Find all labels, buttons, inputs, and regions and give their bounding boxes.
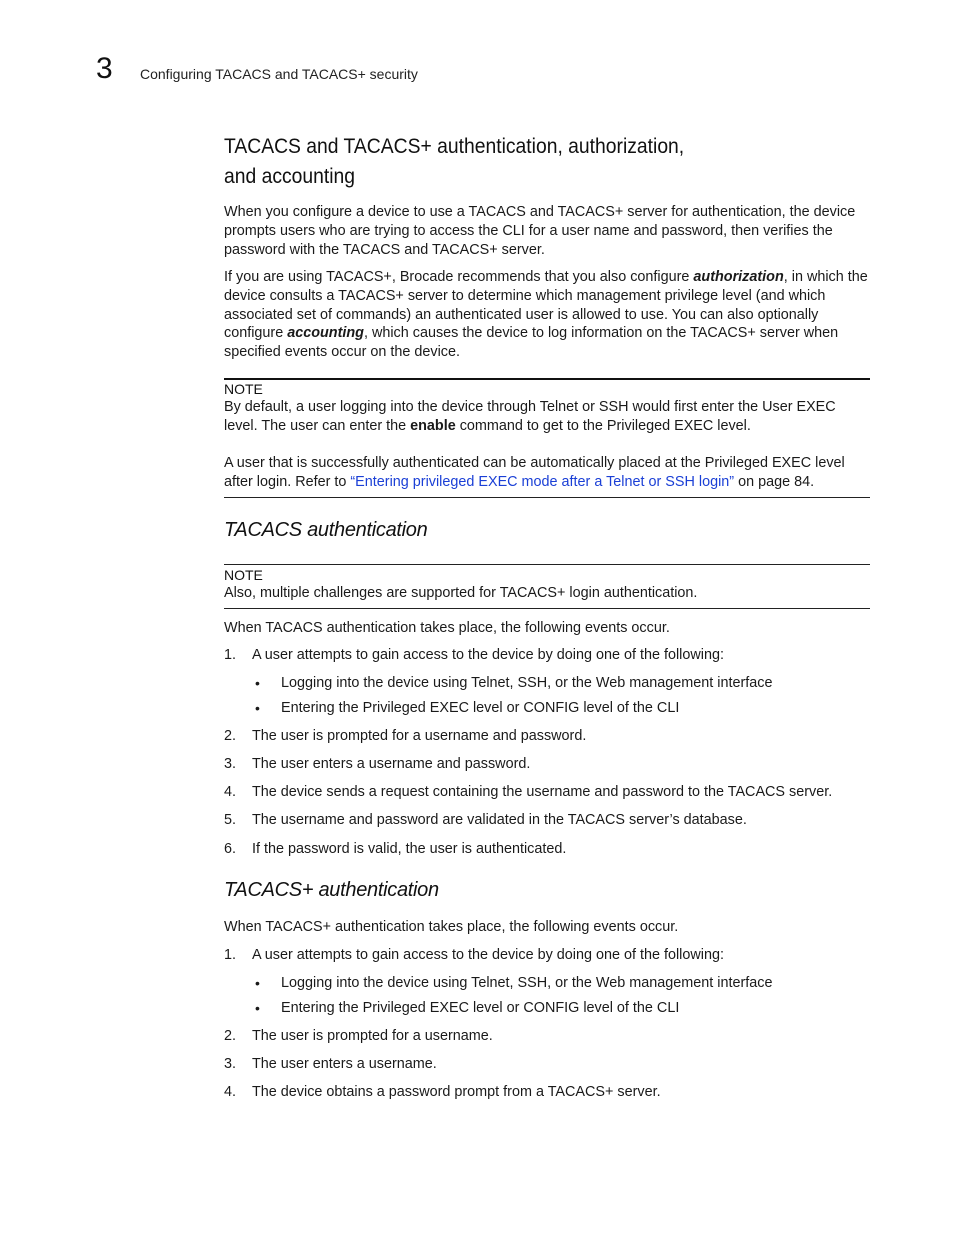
step-text: The username and password are validated in the TACACS server’s database. — [252, 812, 747, 828]
bullet-icon: • — [255, 1000, 260, 1016]
step-number: 3. — [224, 756, 237, 772]
note-bottom-rule — [224, 497, 870, 498]
tacacs-plus-heading: TACACS+ authentication — [224, 879, 439, 901]
step-text: The device obtains a password prompt from a TACACS+ server. — [252, 1084, 661, 1100]
tacacs-note-bottom-rule — [224, 608, 870, 609]
step-number: 1. — [224, 647, 237, 663]
step-text: The user is prompted for a username. — [252, 1028, 493, 1044]
enable-command: enable — [410, 417, 456, 434]
tacacs-heading: TACACS authentication — [224, 519, 428, 541]
step-number: 1. — [224, 947, 237, 963]
step-number: 3. — [224, 1056, 237, 1072]
step-number: 4. — [224, 1084, 237, 1100]
step-text: The device sends a request containing the username and password to the TACACS server. — [252, 784, 833, 800]
step-number: 4. — [224, 784, 237, 800]
step-text: The user enters a username. — [252, 1056, 437, 1072]
note-label: NOTE — [224, 381, 263, 397]
step-text: A user attempts to gain access to the device by doing one of the following: — [252, 647, 724, 663]
tacacs-note-top-rule — [224, 564, 870, 565]
step-text: The user is prompted for a username and password. — [252, 728, 587, 744]
tacacs-note-label: NOTE — [224, 567, 263, 583]
chapter-number: 3 — [96, 52, 113, 85]
section-title-line1: TACACS and TACACS+ authentication, authorization, — [224, 135, 685, 158]
note-text-c: A user that is successfully authenticated can be automatically placed at the Privileged EXEC level after login. Refer to — [224, 455, 845, 490]
authorization-paragraph — [224, 268, 870, 362]
note-privileged-text — [224, 454, 870, 492]
step-text: A user attempts to gain access to the device by doing one of the following: — [252, 947, 724, 963]
bullet-icon: • — [255, 975, 260, 991]
para2-text-c: , which causes the device to log information on the TACACS+ server when specified events occur on the device. — [224, 325, 839, 361]
para2-text-b: , in which the device consults a TACACS+ server to determine which management privilege level (and which associated set of commands) an authenticated user is allowed to use. You can also optionally configure — [224, 269, 868, 342]
bullet-text: Entering the Privileged EXEC level or CONFIG level of the CLI — [281, 1000, 680, 1016]
note-text-b: command to get to the Privileged EXEC level. — [455, 417, 751, 434]
intro-paragraph: When you configure a device to use a TACACS and TACACS+ server for authentication, the device prompts users who are trying to access the CLI for a user name and password, then verifies the password with the TACACS and TACACS+ server. — [224, 204, 856, 258]
note-top-rule — [224, 378, 870, 380]
section-title — [224, 132, 776, 192]
step-text: If the password is valid, the user is authenticated. — [252, 841, 567, 857]
note-default-text — [224, 398, 870, 436]
section-title-line2: and accounting — [224, 165, 356, 188]
para2-text-a: If you are using TACACS+, Brocade recommends that you also configure — [224, 269, 694, 285]
bullet-icon: • — [255, 675, 260, 691]
step-number: 5. — [224, 812, 237, 828]
tacacs-intro: When TACACS authentication takes place, the following events occur. — [224, 620, 670, 636]
step-text: The user enters a username and password. — [252, 756, 531, 772]
authorization-term: authorization — [693, 269, 784, 285]
note-text-d: on page 84. — [734, 473, 815, 490]
note-text-a: By default, a user logging into the device through Telnet or SSH would first enter the User EXEC level. The user can enter the — [224, 399, 836, 434]
step-number: 2. — [224, 728, 237, 744]
accounting-term: accounting — [287, 325, 364, 342]
chapter-title: Configuring TACACS and TACACS+ security — [140, 66, 418, 82]
privileged-exec-link[interactable]: “Entering privileged EXEC mode after a Telnet or SSH login” — [350, 473, 735, 490]
tacacs-plus-intro: When TACACS+ authentication takes place, the following events occur. — [224, 919, 679, 935]
step-number: 6. — [224, 841, 237, 857]
bullet-text: Logging into the device using Telnet, SSH, or the Web management interface — [281, 675, 773, 691]
tacacs-note-text: Also, multiple challenges are supported for TACACS+ login authentication. — [224, 585, 698, 601]
bullet-text: Logging into the device using Telnet, SSH, or the Web management interface — [281, 975, 773, 991]
step-number: 2. — [224, 1028, 237, 1044]
bullet-icon: • — [255, 700, 260, 716]
bullet-text: Entering the Privileged EXEC level or CONFIG level of the CLI — [281, 700, 680, 716]
